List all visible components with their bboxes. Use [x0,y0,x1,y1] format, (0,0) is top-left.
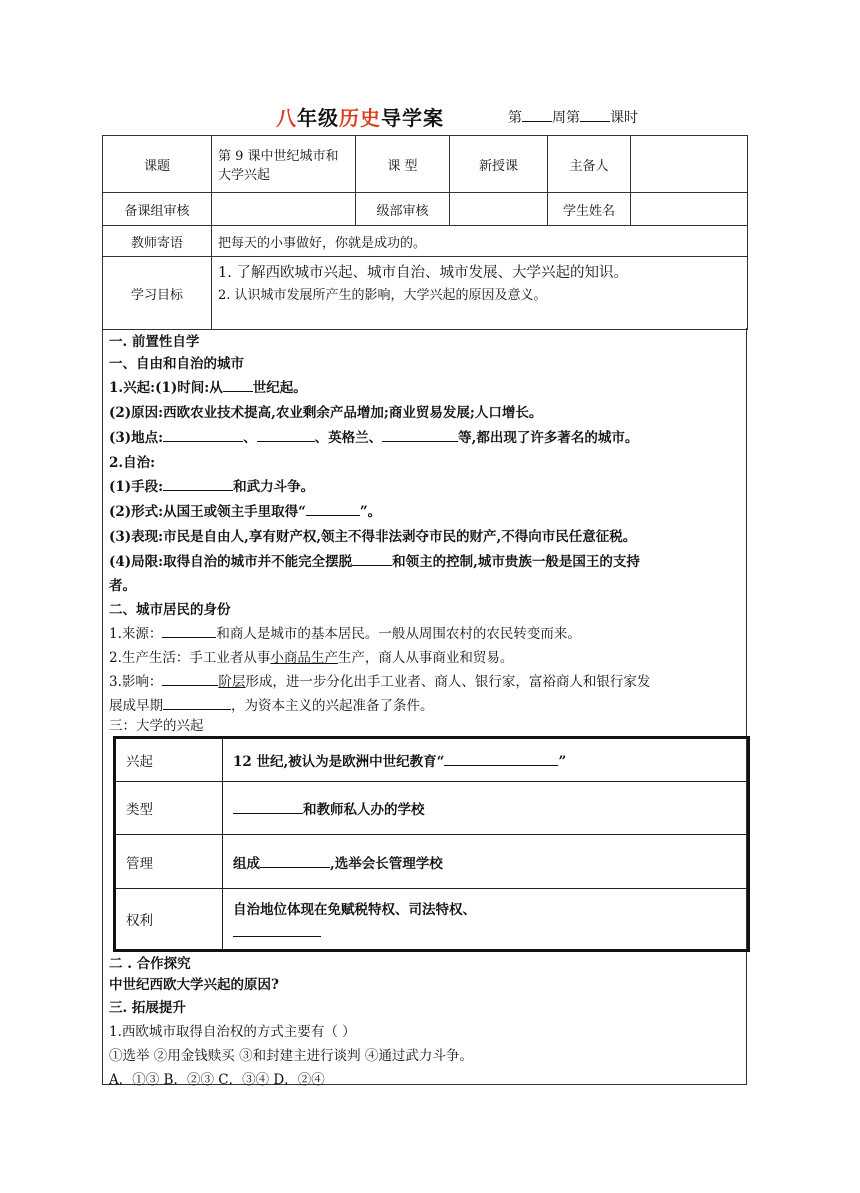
autonomy-means-line [109,475,314,495]
means-blank[interactable] [163,476,233,491]
topic-value-line-1: 第 9 课中世纪城市和 [218,149,339,164]
uni-type-blank[interactable] [233,799,303,814]
section-3-title: 三. 拓展提升 [109,1000,186,1016]
resident-source-line [109,622,581,642]
group-review-field[interactable] [212,193,356,226]
week-suffix: 课时 [610,110,638,126]
uni-rise-text-2: ” [558,754,567,770]
uni-rights-blank[interactable] [233,922,321,937]
impact-text-4: ，为资本主义的兴起准备了条件。 [231,698,434,714]
life-text: 2.生产生活：手工业者从事 [109,650,271,666]
section-2-title: 二 . 合作探究 [109,956,191,972]
early-blank[interactable] [163,695,231,710]
autonomy-expression-line: (3)表现:市民是自由人,享有财产权,领主不得非法剥夺市民的财产,不得向市民任意征税。 [109,529,637,545]
life-underlined: 小商品生产 [270,650,338,666]
life-text-2: 生产，商人从事商业和贸易。 [337,650,514,666]
source-text-2: 和商人是城市的基本居民。一般从周围农村的农民转变而来。 [216,626,581,642]
university-table [113,736,750,952]
question-1: 1.西欧城市取得自治权的方式主要有（ ） [109,1024,356,1040]
question-1-answers[interactable]: A．①③ B．②③ C．③④ D．②④ [109,1072,325,1088]
means-text-2: 和武力斗争。 [233,479,315,495]
resident-life-line [109,646,513,666]
dept-review-label: 级部审核 [356,193,450,226]
header-table [102,135,748,330]
uni-value-management [223,835,749,889]
autonomy-limit-line-2: 者。 [109,578,136,594]
title-grade: 年级 [297,106,339,130]
rise-time-text-2: 世纪起。 [252,380,307,396]
impact-text-3: 展成早期 [109,698,163,714]
resident-impact-line-2 [109,694,434,714]
form-text: (2)形式:从国王或领主手里取得“ [109,504,306,520]
means-text: (1)手段: [109,479,164,495]
page-title [276,102,444,131]
group-review-label: 备课组审核 [103,193,212,226]
uni-type-text: 和教师私人办的学校 [303,802,425,818]
content-box [102,328,747,1088]
week-lesson-label [508,107,638,127]
table-row [115,782,749,835]
uni-mgmt-text: 组成 [233,855,260,872]
impact-underlined: 阶层 [218,674,246,690]
autonomy-limit-line [109,550,640,570]
source-blank[interactable] [162,623,216,638]
week-mid: 周第 [552,110,580,126]
impact-text-2: 形成，进一步分化出手工业者、商人、银行家，富裕商人和银行家发 [245,674,651,690]
uni-mgmt-text-2: ,选举会长管理学校 [330,855,443,872]
location-blank-3[interactable] [382,427,458,442]
uni-key-type: 类型 [115,782,223,835]
autonomy-form-line [109,500,381,520]
table-row [115,738,749,782]
question-1-options: ①选举 ②用金钱赎买 ③和封建主进行谈判 ④通过武力斗争。 [109,1048,473,1064]
topic-label: 课题 [103,136,212,193]
title-subject: 历史 [339,106,381,130]
week-prefix: 第 [508,110,522,126]
type-label: 课 型 [356,136,450,193]
location-text: (3)地点: [109,430,164,446]
limit-text: (4)局限:取得自治的城市并不能完全摆脱 [109,554,353,570]
location-text-4: 等,都出现了许多著名的城市。 [458,430,639,446]
location-blank-1[interactable] [163,427,243,442]
section-1a-title: 一、自由和自治的城市 [109,356,244,372]
uni-rights-text: 自治地位体现在免赋税特权、司法特权、 [233,901,476,918]
impact-blank[interactable] [162,671,218,686]
topic-value-line-2: 大学兴起 [218,168,271,183]
table-row [115,835,749,889]
title-row [0,102,860,132]
location-text-3: 、英格兰、 [314,430,383,446]
section-2-question: 中世纪西欧大学兴起的原因? [109,977,279,993]
uni-value-type [223,782,749,835]
type-value: 新授课 [450,136,548,193]
location-blank-2[interactable] [257,427,315,442]
lead-value-field[interactable] [631,136,748,193]
table-row [115,889,749,951]
section-1-title: 一. 前置性自学 [109,334,200,350]
form-blank[interactable] [306,501,360,516]
teacher-message: 把每天的小事做好，你就是成功的。 [212,226,748,257]
source-text: 1.来源： [109,626,163,642]
title-grade-number: 八 [276,106,297,130]
location-line [109,426,638,446]
uni-mgmt-blank[interactable] [260,853,330,868]
century-blank[interactable] [223,377,253,392]
lesson-blank[interactable] [580,109,610,122]
teacher-message-label: 教师寄语 [103,226,212,257]
rise-reason-line: (2)原因:西欧农业技术提高,农业剩余产品增加;商业贸易发展;人口增长。 [109,405,543,421]
section-1b-title: 二、城市居民的身份 [109,602,231,618]
limit-text-2: 和领主的控制,城市贵族一般是国王的支持 [392,554,640,570]
form-text-2: ”。 [359,504,382,520]
limit-blank[interactable] [352,551,392,566]
rise-time-text: 1.兴起:(1)时间:从 [109,380,223,396]
goals [212,257,748,330]
goal-1: 1. 了解西欧城市兴起、城市自治、城市发展、大学兴起的知识。 [218,265,628,281]
week-blank[interactable] [522,109,552,122]
resident-impact-line [109,670,650,690]
uni-rise-blank[interactable] [444,751,558,766]
rise-time-line [109,376,307,396]
title-suffix: 导学案 [381,106,444,130]
goal-2: 2. 认识城市发展所产生的影响，大学兴起的原因及意义。 [218,288,547,303]
uni-value-rise [223,738,749,782]
lead-label: 主备人 [548,136,631,193]
dept-review-field[interactable] [450,193,548,226]
student-name-field[interactable] [631,193,748,226]
student-name-label: 学生姓名 [548,193,631,226]
uni-value-rights [223,889,749,951]
goals-label: 学习目标 [103,257,212,330]
location-text-2: 、 [243,430,257,446]
uni-key-rise: 兴起 [115,738,223,782]
section-1c-title: 三：大学的兴起 [109,718,204,734]
impact-text: 3.影响： [109,674,163,690]
uni-rise-text: 12 世纪,被认为是欧洲中世纪教育“ [233,754,445,770]
autonomy-heading: 2.自治: [109,455,156,471]
topic-value [212,136,356,193]
uni-key-management: 管理 [115,835,223,889]
uni-key-rights: 权利 [115,889,223,951]
